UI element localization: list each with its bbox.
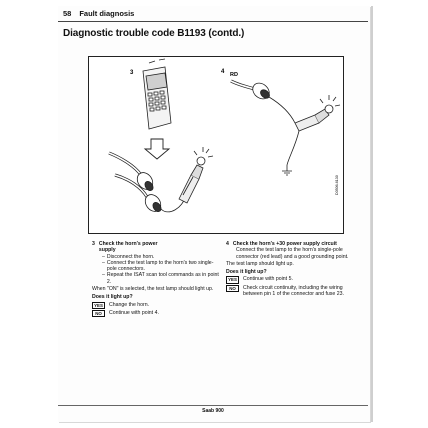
header-divider: [58, 21, 368, 22]
step-3-heading: [92, 241, 220, 254]
test-lamp-right: [287, 95, 340, 165]
step-3-column: [92, 241, 220, 317]
horn-connector-right: [231, 80, 295, 123]
step-4-answer-no-text: Check circuit continuity, including the wiring between pin 1 of the connector and fuse 23.: [243, 284, 344, 298]
no-badge: NO: [226, 285, 239, 292]
test-lamp-left: [161, 147, 213, 212]
illustration-drawing: [89, 57, 343, 233]
figure-label-4: 4: [221, 69, 225, 75]
page-header: [63, 6, 369, 20]
step-4-note: The test lamp should light up.: [226, 260, 294, 267]
step-4-question: Does it light up?: [226, 269, 267, 276]
step-4-title: Check the horn's +30 power supply circuit: [232, 241, 337, 247]
step-4-body: Connect the test lamp to the horn's single-pole connector (red lead) and a good grounding point.: [236, 247, 349, 260]
ground-icon: [282, 165, 292, 175]
step-3-bullet: – Connect the test lamp to the horn's two single-pole connectors.: [92, 260, 220, 273]
step-3-bullet-text: Disconnect the horn.: [106, 253, 155, 260]
yes-badge: YES: [226, 276, 239, 283]
step-3-answer-no: [92, 310, 220, 317]
step-3-bullet-text: Connect the test lamp to the horn's two single-pole connectors.: [106, 259, 214, 273]
footer-divider: [58, 405, 368, 406]
page-edge: [371, 6, 373, 422]
step-3-bullet: – Disconnect the horn.: [102, 253, 155, 260]
step-3-bullet: – Repeat the ISAT scan tool commands as in point 2.: [102, 272, 219, 285]
step-4-column: [226, 241, 362, 297]
step-4-answer-no: [226, 285, 362, 298]
scan-tool: [143, 59, 171, 129]
step-3-question: Does it light up?: [92, 294, 133, 301]
page-footer: Saab 900: [202, 408, 224, 414]
figure-label-3: 3: [130, 70, 134, 76]
yes-badge: YES: [92, 302, 105, 309]
step-3-bullet-text: Repeat the ISAT scan tool commands as in point 2.: [106, 272, 219, 285]
step-3-answer-yes-text: Change the horn.: [109, 301, 150, 308]
step-3-title-line-2: supply: [98, 247, 116, 254]
section-title: Fault diagnosis: [79, 8, 135, 18]
arrow-down-icon: [145, 139, 169, 159]
step-3-answer-no-text: Continue with point 4.: [109, 310, 159, 317]
step-3-number: 3: [92, 241, 95, 247]
step-4-answer-yes-text: Continue with point 5.: [243, 276, 293, 283]
step-4-answer-yes: [226, 276, 362, 283]
figure-label-rd: RD: [230, 72, 238, 78]
no-badge: NO: [92, 310, 105, 317]
illustration-figure: [88, 56, 344, 234]
step-3-note: When "ON" is selected, the test lamp should light up.: [92, 286, 214, 293]
page-number: 58: [63, 8, 72, 18]
horn-connectors-left: [109, 153, 164, 214]
page-title: Diagnostic trouble code B1193 (contd.): [63, 28, 245, 39]
figure-code: D0506-6130: [335, 175, 339, 195]
step-3-title-line-1: Check the horn's power: [98, 241, 158, 247]
step-4-number: 4: [226, 241, 229, 247]
step-3-answer-yes: [92, 302, 220, 309]
